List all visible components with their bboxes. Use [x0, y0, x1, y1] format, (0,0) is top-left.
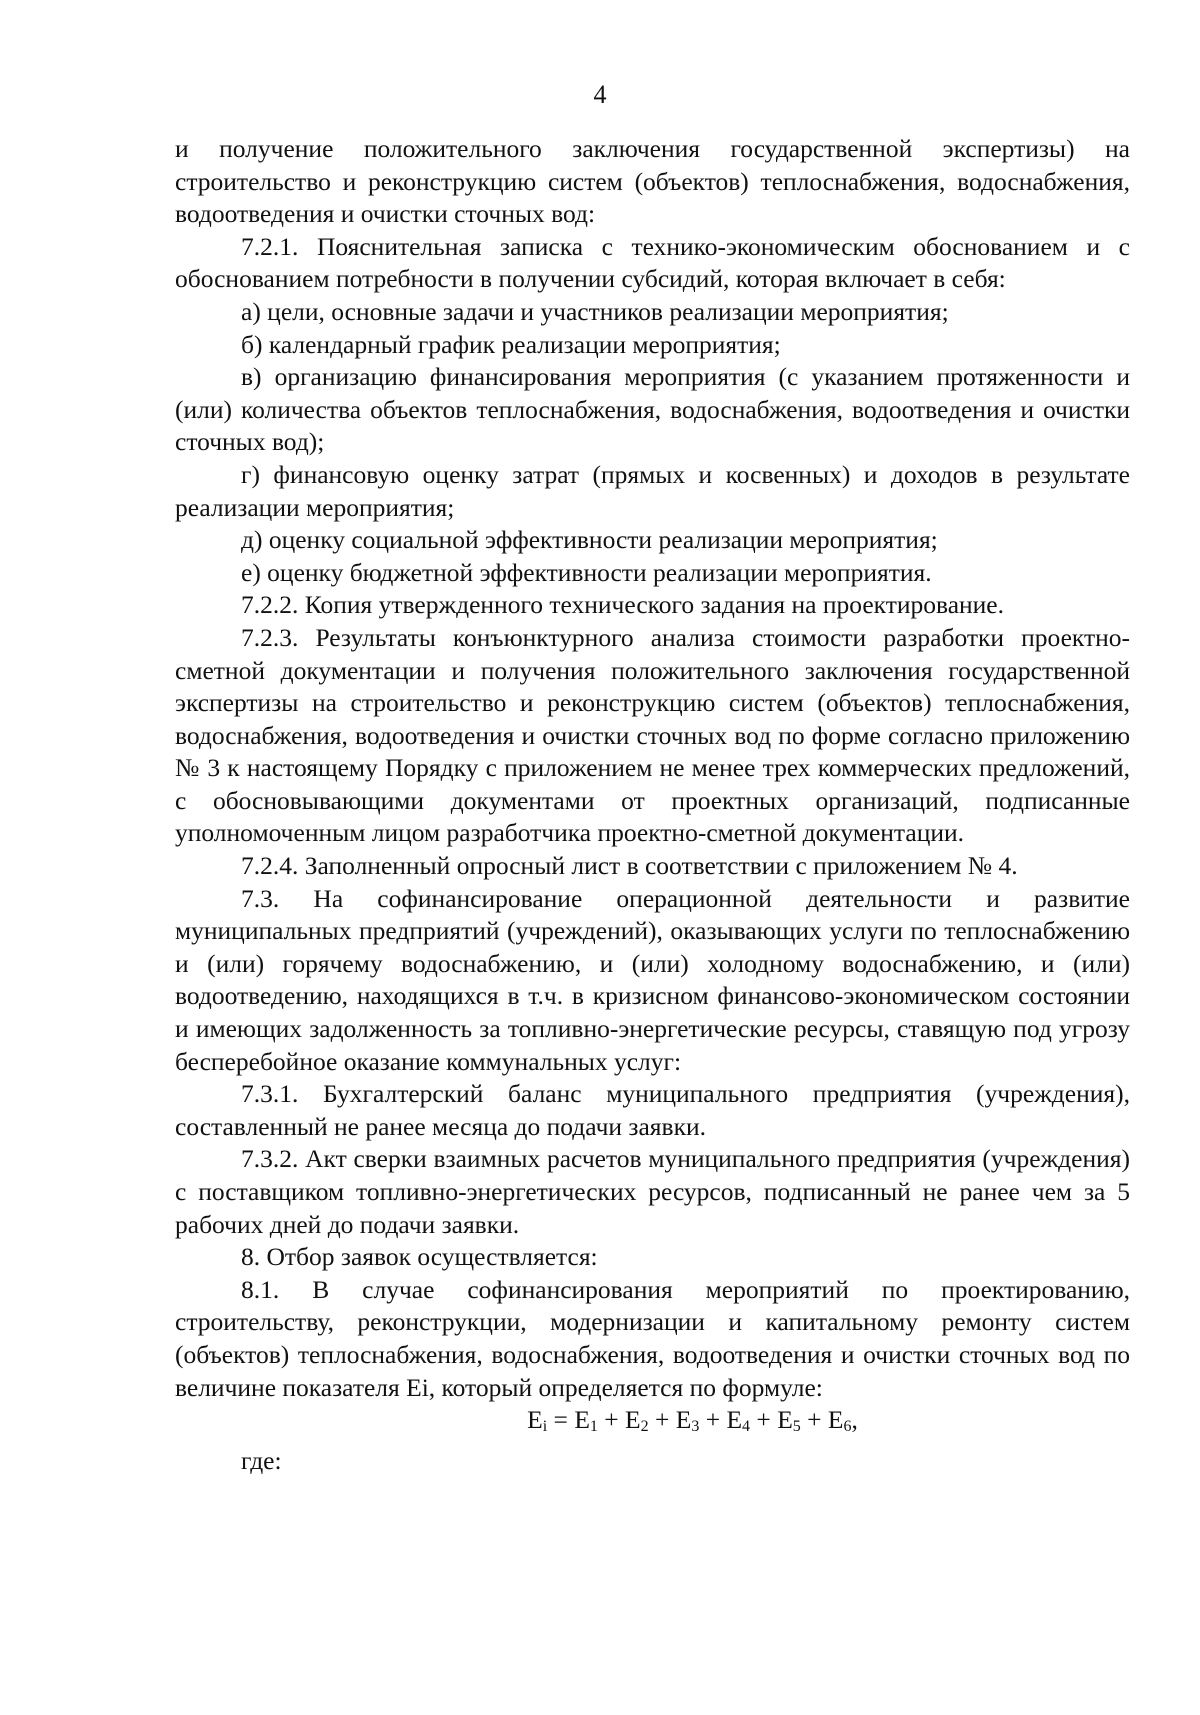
- formula: $E_i = E_1 + E_2 + E_3 + E_4 + E_5 + E_6$,: [527, 1405, 858, 1436]
- document-body: [175, 133, 1130, 1477]
- paragraph: 7.2.2. Копия утвержденного технического задания на проектирование.: [241, 590, 1004, 620]
- paragraph: и получение положительного заключения государственной экспертизы) на строительство и реконструкцию систем (объектов) теплоснабжения, водоснабжения, водоотведения и очистки сточных вод:: [175, 134, 1130, 229]
- list-item: в) организацию финансирования мероприятия (с указанием протяженности и (или) количества объектов теплоснабжения, водоснабжения, водоотведения и очистки сточных вод);: [175, 362, 1130, 457]
- list-item: б) календарный график реализации мероприятия;: [241, 329, 781, 359]
- formula-term: $E_2$ +: [625, 1405, 676, 1436]
- paragraph: 8.1. В случае софинансирования мероприятий по проектированию, строительству, реконструкции, модернизации и капитальному ремонту систем (объектов) теплоснабжения, водоснабжения, водоотведения и очистки сточных вод по величине показателя Еi, который определяется по формуле:: [175, 1274, 1130, 1402]
- formula-lhs: $E_i$: [527, 1405, 548, 1436]
- formula-term: $E_6$,: [827, 1405, 858, 1436]
- section-heading: 8. Отбор заявок осуществляется:: [241, 1242, 598, 1272]
- paragraph: 7.2.4. Заполненный опросный лист в соответствии с приложением № 4.: [241, 851, 1018, 881]
- paragraph: 7.3.2. Акт сверки взаимных расчетов муниципального предприятия (учреждения) с поставщиком топливно-энергетических ресурсов, подписанный не ранее чем за 5 рабочих дней до подачи заявки.: [175, 1144, 1130, 1239]
- where-label: где:: [241, 1445, 282, 1475]
- paragraph: 7.2.3. Результаты конъюнктурного анализа стоимости разработки проектно-сметной документации и получения положительного заключения государственной экспертизы на строительство и реконструкцию систем (объектов) теплоснабжения, водоснабжения, водоотведения и очистки сточных вод по форме согласно приложению № 3 к настоящему Порядку с приложением не менее трех коммерческих предложений, с обосновывающими документами от проектных организаций, подписанные уполномоченным лицом разработчика проектно-сметной документации.: [175, 622, 1130, 848]
- list-item: е) оценку бюджетной эффективности реализации мероприятия.: [241, 557, 932, 587]
- paragraph: 7.3. На софинансирование операционной деятельности и развитие муниципальных предприятий (учреждений), оказывающих услуги по теплоснабжению и (или) горячему водоснабжению, и (или) холодному водоснабжению, и (или) водоотведению, находящихся в т.ч. в кризисном финансово-экономическом состоянии и имеющих задолженность за топливно-энергетические ресурсы, ставящую под угрозу бесперебойное оказание коммунальных услуг:: [175, 883, 1130, 1076]
- formula-term: $E_1$ +: [574, 1405, 626, 1436]
- formula-term: $E_3$ +: [675, 1405, 727, 1436]
- page-number: 4: [593, 80, 607, 109]
- list-item: д) оценку социальной эффективности реализации мероприятия;: [241, 525, 938, 555]
- paragraph: 7.2.1. Пояснительная записка с технико-экономическим обоснованием и с обоснованием потребности в получении субсидий, которая включает в себя:: [175, 231, 1130, 294]
- paragraph: 7.3.1. Бухгалтерский баланс муниципального предприятия (учреждения), составленный не ранее месяца до подачи заявки.: [175, 1079, 1130, 1141]
- formula-term: $E_5$ +: [777, 1405, 828, 1436]
- formula-term: $E_4$ +: [726, 1405, 778, 1436]
- list-item: а) цели, основные задачи и участников реализации мероприятия;: [241, 296, 949, 326]
- list-item: г) финансовую оценку затрат (прямых и косвенных) и доходов в результате реализации мероприятия;: [175, 459, 1130, 522]
